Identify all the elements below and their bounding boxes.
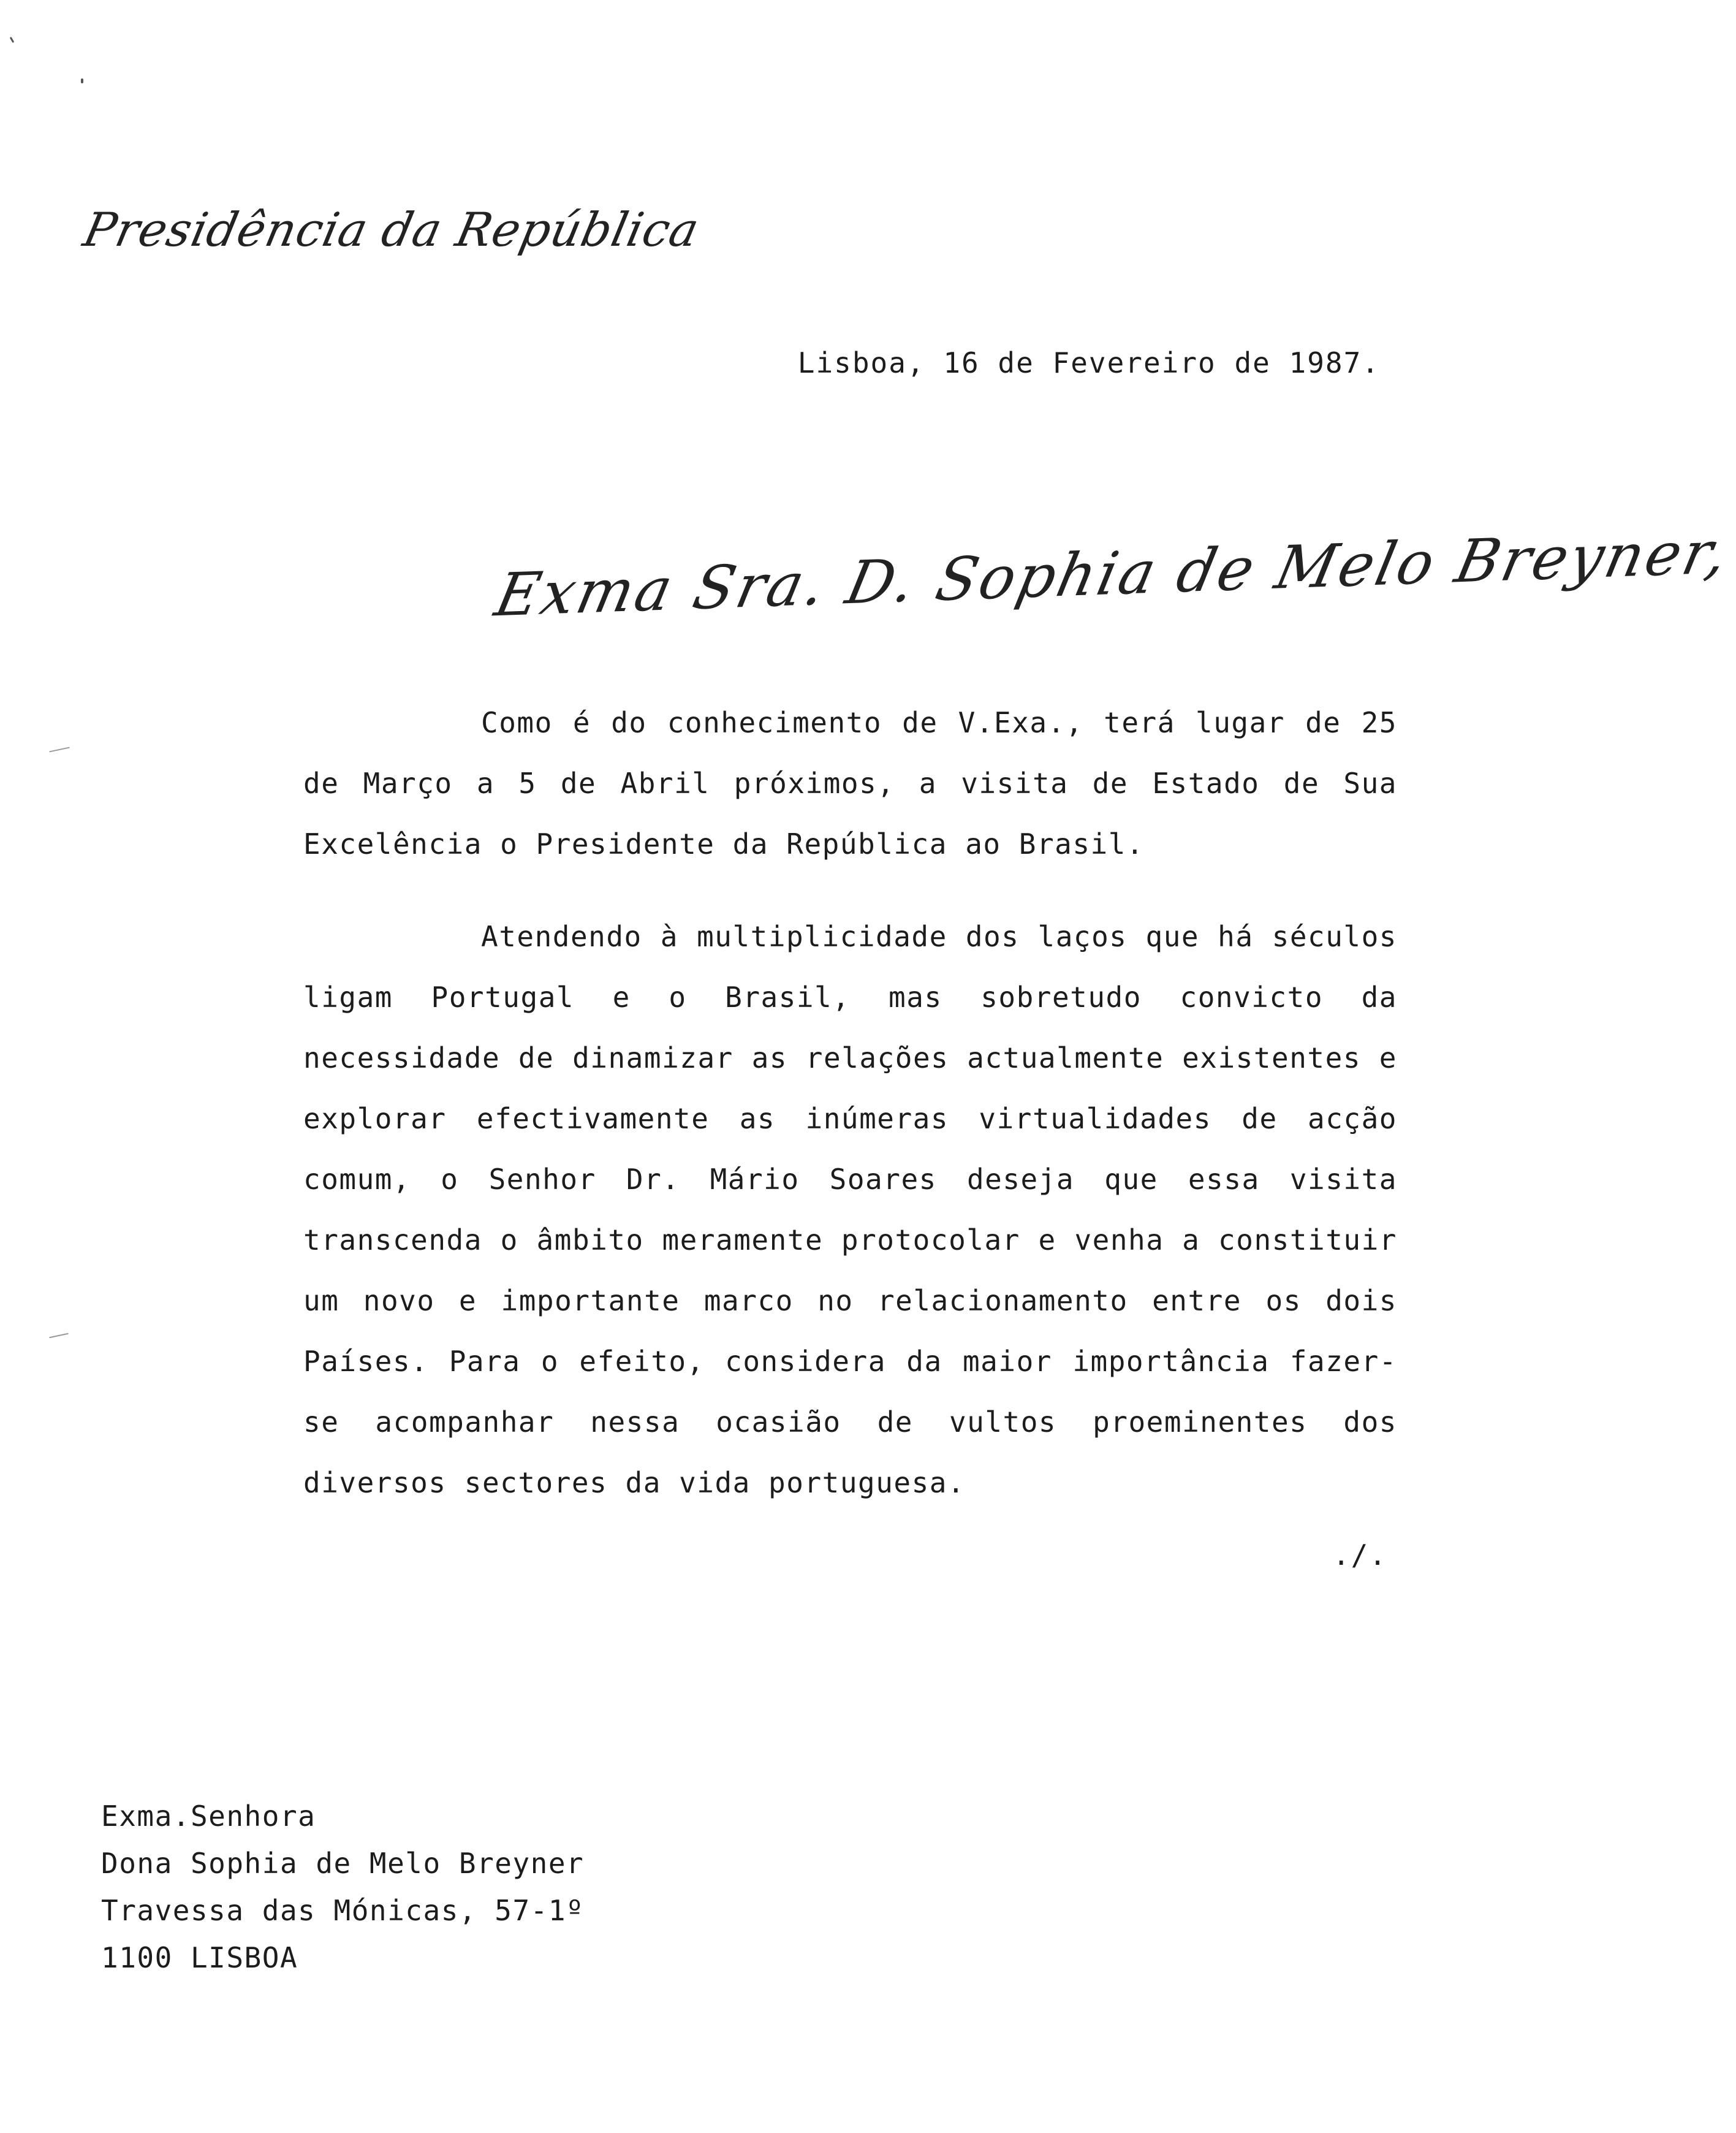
letter-body (303, 693, 1397, 1513)
body-paragraph-1: Como é do conhecimento de V.Exa., terá lugar de 25 de Março a 5 de Abril próximos, a visita de Estado de Sua Excelência o Presidente da República ao Brasil. (303, 706, 1397, 861)
body-paragraph-2: Atendendo à multiplicidade dos laços que há séculos ligam Portugal e o Brasil, mas sobretudo convicto da necessidade de dinamizar as relações actualmente existentes e explorar efectivamente as inúmeras virtualidades de acção comum, o Senhor Dr. Mário Soares deseja que essa visita transcenda o âmbito meramente protocolar e venha a constituir um novo e importante marco no relacionamento entre os dois Países. Para o efeito, considera da maior importância fazer-se acompanhar nessa ocasião de vultos proeminentes dos diversos sectores da vida portuguesa. (303, 920, 1397, 1499)
scan-speck (49, 747, 70, 752)
scan-speck (49, 1333, 69, 1339)
letter-date: Lisboa, 16 de Fevereiro de 1987. (797, 346, 1380, 379)
address-line-2: Dona Sophia de Melo Breyner (101, 1847, 585, 1880)
recipient-address (101, 1793, 584, 1982)
letterhead: Presidência da República (78, 202, 705, 257)
handwritten-salutation: Exma Sra. D. Sophia de Melo Breyner, (489, 517, 1736, 630)
address-line-1: Exma.Senhora (101, 1800, 316, 1833)
address-line-3: Travessa das Mónicas, 57-1º (101, 1894, 585, 1927)
scan-speck (10, 37, 15, 43)
address-line-4: 1100 LISBOA (101, 1941, 298, 1974)
scan-speck (81, 78, 83, 83)
continuation-mark: ./. (1332, 1538, 1387, 1572)
